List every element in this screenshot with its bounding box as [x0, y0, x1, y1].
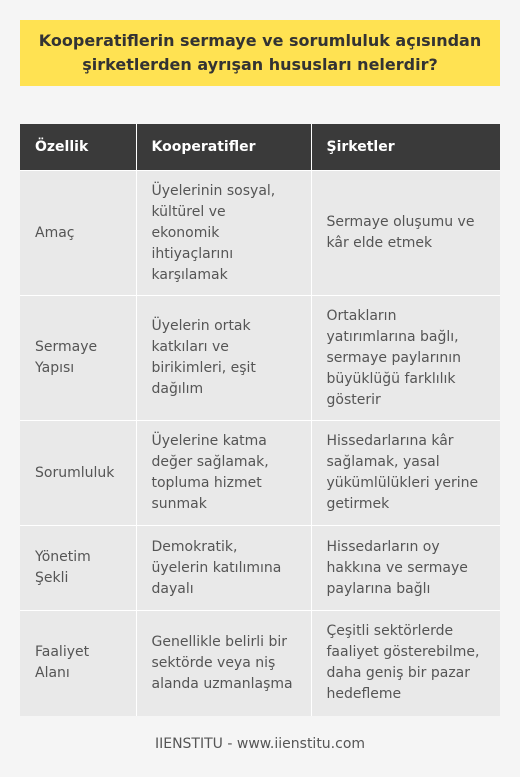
company-cell: Ortakların yatırımlarına bağlı, sermaye paylarının büyüklüğü farklılık gösterir — [311, 296, 500, 421]
comparison-table — [20, 124, 500, 716]
header-feature: Özellik — [20, 124, 136, 171]
table-row — [20, 171, 500, 296]
header-companies: Şirketler — [311, 124, 500, 171]
table-row — [20, 611, 500, 716]
table-row — [20, 296, 500, 421]
cooperative-cell: Genellikle belirli bir sektörde veya niş alanda uzmanlaşma — [136, 611, 311, 716]
row-label: Yönetim Şekli — [20, 526, 136, 611]
header-cooperatives: Kooperatifler — [136, 124, 311, 171]
cooperative-cell: Üyelerinin sosyal, kültürel ve ekonomik ihtiyaçlarını karşılamak — [136, 171, 311, 296]
cooperative-cell: Üyelerine katma değer sağlamak, topluma hizmet sunmak — [136, 421, 311, 526]
cooperative-cell: Demokratik, üyelerin katılımına dayalı — [136, 526, 311, 611]
footer-credit: IIENSTITU - www.iienstitu.com — [154, 736, 366, 752]
company-cell: Çeşitli sektörlerde faaliyet gösterebilme, daha geniş bir pazar hedefleme — [311, 611, 500, 716]
row-label: Faaliyet Alanı — [20, 611, 136, 716]
page-title — [20, 20, 500, 86]
table-row — [20, 421, 500, 526]
row-label: Sorumluluk — [20, 421, 136, 526]
row-label: Sermaye Yapısı — [20, 296, 136, 421]
cooperative-cell: Üyelerin ortak katkıları ve birikimleri, eşit dağılım — [136, 296, 311, 421]
title-line-2: şirketlerden ayrışan hususları nelerdir? — [82, 55, 438, 74]
company-cell: Hissedarlarına kâr sağlamak, yasal yükümlülükleri yerine getirmek — [311, 421, 500, 526]
table-row — [20, 526, 500, 611]
company-cell: Hissedarların oy hakkına ve sermaye paylarına bağlı — [311, 526, 500, 611]
row-label: Amaç — [20, 171, 136, 296]
company-cell: Sermaye oluşumu ve kâr elde etmek — [311, 171, 500, 296]
title-line-1: Kooperatiflerin sermaye ve sorumluluk açısından — [38, 31, 482, 50]
table-header-row — [20, 124, 500, 171]
